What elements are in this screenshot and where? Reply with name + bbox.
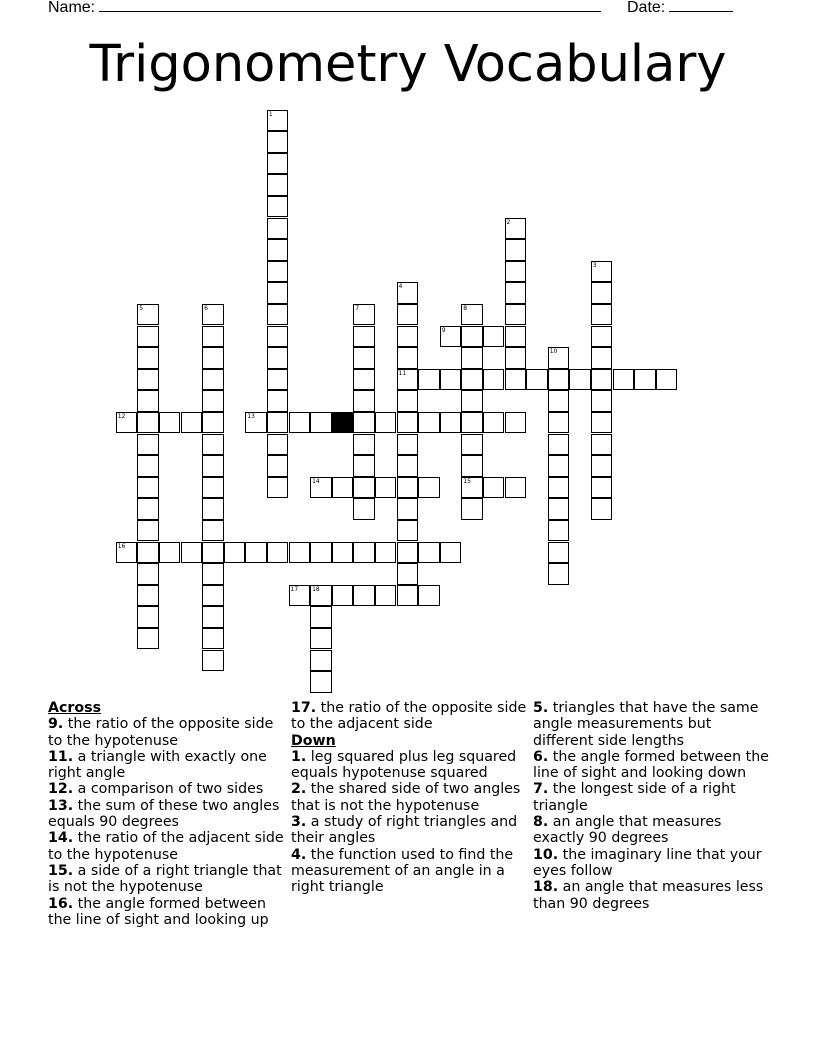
grid-cell[interactable]: [483, 477, 505, 499]
grid-cell[interactable]: [267, 218, 289, 240]
grid-cell[interactable]: [137, 606, 159, 628]
clue-down-1: [291, 749, 531, 782]
cell-number: 5: [139, 304, 144, 312]
cell-number: 1: [268, 110, 273, 118]
grid-cell[interactable]: [634, 369, 656, 391]
grid-cell[interactable]: [461, 347, 483, 369]
grid-cell[interactable]: [137, 434, 159, 456]
clue-text: the longest side of a right triangle: [533, 781, 736, 814]
grid-cell[interactable]: [418, 542, 440, 564]
grid-cell[interactable]: [548, 520, 570, 542]
clue-text: the ratio of the adjacent side to the hypotenuse: [48, 830, 284, 863]
clue-text: the function used to find the measurement of an angle in a right triangle: [291, 846, 514, 896]
clue-down-4: [291, 847, 531, 896]
grid-cell[interactable]: [267, 110, 289, 132]
grid-cell[interactable]: [613, 369, 635, 391]
date-label: Date:: [627, 0, 666, 16]
clue-text: a study of right triangles and their angles: [291, 814, 518, 847]
cell-number: 6: [204, 304, 208, 312]
grid-cell[interactable]: [461, 477, 483, 499]
grid-cell[interactable]: [202, 650, 224, 672]
grid-cell[interactable]: [353, 369, 375, 391]
clue-number: 9.: [48, 716, 64, 733]
grid-cell[interactable]: [505, 239, 527, 261]
grid-cell[interactable]: [440, 326, 462, 348]
grid-cell[interactable]: [137, 369, 159, 391]
clue-across-14: [48, 830, 288, 863]
grid-cell[interactable]: [202, 563, 224, 585]
grid-cell[interactable]: [267, 412, 289, 434]
clue-across-9: [48, 716, 288, 749]
grid-cell[interactable]: [397, 455, 419, 477]
clue-down-5: [533, 700, 773, 749]
clue-number: 12.: [48, 781, 74, 798]
clue-number: 1.: [291, 748, 307, 765]
grid-cell[interactable]: [137, 455, 159, 477]
grid-cell[interactable]: [181, 542, 203, 564]
grid-cell[interactable]: [353, 477, 375, 499]
down-heading: Down: [291, 732, 336, 749]
cell-number: 13: [247, 412, 255, 420]
grid-cell[interactable]: [548, 563, 570, 585]
grid-cell[interactable]: [202, 434, 224, 456]
grid-cell[interactable]: [137, 390, 159, 412]
cell-number: 17: [290, 585, 299, 593]
grid-cell[interactable]: [591, 390, 613, 412]
grid-cell[interactable]: [181, 412, 203, 434]
grid-cell[interactable]: [137, 628, 159, 650]
clue-text: a side of a right triangle that is not the hypotenuse: [48, 862, 282, 896]
grid-cell[interactable]: [267, 153, 289, 175]
grid-cell[interactable]: [267, 131, 289, 153]
grid-cell[interactable]: [548, 390, 570, 412]
clue-text: the ratio of the opposite side to the adjacent side: [291, 700, 527, 733]
grid-cell[interactable]: [483, 369, 505, 391]
grid-cell[interactable]: [591, 434, 613, 456]
clue-number: 17.: [291, 700, 317, 716]
grid-cell[interactable]: [353, 434, 375, 456]
grid-cell[interactable]: [353, 304, 375, 326]
grid-cell[interactable]: [245, 542, 267, 564]
grid-cell[interactable]: [310, 412, 332, 434]
grid-cell[interactable]: [353, 585, 375, 607]
cell-number: 18: [312, 585, 320, 593]
grid-cell[interactable]: [397, 563, 419, 585]
grid-cell[interactable]: [397, 498, 419, 520]
grid-cell[interactable]: [137, 304, 159, 326]
grid-cell[interactable]: [310, 585, 332, 607]
grid-cell[interactable]: [353, 326, 375, 348]
grid-cell[interactable]: [397, 477, 419, 499]
cell-number: 2: [506, 218, 511, 226]
grid-cell[interactable]: [591, 498, 613, 520]
grid-cell[interactable]: [267, 542, 289, 564]
page-title: Trigonometry Vocabulary: [89, 35, 727, 94]
grid-cell[interactable]: [591, 369, 613, 391]
grid-cell[interactable]: [289, 585, 311, 607]
clue-number: 10.: [533, 846, 559, 863]
cell-number: 11: [398, 369, 407, 377]
grid-cell[interactable]: [461, 304, 483, 326]
grid-cell[interactable]: [397, 412, 419, 434]
grid-cell[interactable]: [483, 326, 505, 348]
grid-cell[interactable]: [289, 542, 311, 564]
clue-number: 18.: [533, 879, 559, 896]
grid-cell[interactable]: [289, 412, 311, 434]
grid-cell[interactable]: [461, 434, 483, 456]
grid-cell[interactable]: [267, 261, 289, 283]
clue-across-11: [48, 749, 288, 782]
grid-cell[interactable]: [202, 369, 224, 391]
grid-cell[interactable]: [505, 282, 527, 304]
grid-cell[interactable]: [397, 542, 419, 564]
grid-cell[interactable]: [159, 542, 181, 564]
grid-cell[interactable]: [591, 412, 613, 434]
grid-cell[interactable]: [505, 412, 527, 434]
grid-cell[interactable]: [397, 520, 419, 542]
clue-across-16: [48, 896, 288, 929]
clue-across-13: [48, 798, 288, 831]
grid-cell[interactable]: [461, 390, 483, 412]
grid-cell[interactable]: [137, 585, 159, 607]
grid-cell[interactable]: [505, 304, 527, 326]
clue-text: an angle that measures exactly 90 degrees: [533, 814, 722, 847]
grid-cell[interactable]: [202, 347, 224, 369]
cell-number: 3: [592, 261, 597, 269]
grid-cell[interactable]: [461, 369, 483, 391]
cell-number: 15: [463, 477, 471, 485]
grid-cell[interactable]: [440, 369, 462, 391]
clue-number: 7.: [533, 781, 549, 798]
clue-number: 2.: [291, 781, 307, 798]
grid-cell[interactable]: [267, 434, 289, 456]
grid-cell[interactable]: [137, 412, 159, 434]
clue-text: triangles that have the same angle measurements but different side lengths: [533, 700, 759, 749]
clue-down-2: [291, 781, 531, 814]
grid-cell[interactable]: [267, 174, 289, 196]
clue-down-3: [291, 814, 531, 847]
clue-text: a triangle with exactly one right angle: [48, 748, 267, 782]
grid-cell[interactable]: [267, 347, 289, 369]
cell-number: 14: [312, 477, 320, 485]
clue-number: 14.: [48, 830, 74, 847]
black-square: [332, 412, 354, 434]
grid-cell[interactable]: [461, 498, 483, 520]
cell-number: 9: [441, 326, 446, 334]
grid-cell[interactable]: [267, 196, 289, 218]
clue-number: 4.: [291, 846, 307, 863]
grid-cell[interactable]: [353, 390, 375, 412]
clue-down-6: [533, 749, 773, 782]
grid-cell[interactable]: [202, 542, 224, 564]
grid-cell[interactable]: [202, 477, 224, 499]
grid-cell[interactable]: [310, 671, 332, 693]
grid-cell[interactable]: [159, 412, 181, 434]
grid-cell[interactable]: [375, 585, 397, 607]
grid-cell[interactable]: [548, 412, 570, 434]
grid-cell[interactable]: [656, 369, 678, 391]
grid-cell[interactable]: [591, 261, 613, 283]
grid-cell[interactable]: [375, 477, 397, 499]
grid-cell[interactable]: [418, 369, 440, 391]
grid-cell[interactable]: [310, 477, 332, 499]
grid-cell[interactable]: [397, 326, 419, 348]
clue-text: a comparison of two sides: [77, 781, 264, 798]
cell-number: 16: [117, 542, 126, 550]
cell-number: 12: [117, 412, 126, 420]
grid-cell[interactable]: [202, 628, 224, 650]
grid-cell[interactable]: [202, 412, 224, 434]
clue-text: leg squared plus leg squared equals hypotenuse squared: [291, 748, 517, 782]
grid-cell[interactable]: [397, 390, 419, 412]
grid-cell[interactable]: [137, 498, 159, 520]
clue-number: 8.: [533, 814, 549, 831]
grid-cell[interactable]: [137, 542, 159, 564]
clue-number: 11.: [48, 748, 74, 765]
grid-cell[interactable]: [202, 585, 224, 607]
grid-cell[interactable]: [483, 412, 505, 434]
clue-number: 6.: [533, 748, 549, 765]
cell-number: 7: [355, 304, 360, 312]
grid-cell[interactable]: [505, 477, 527, 499]
across-heading: Across: [48, 700, 102, 716]
grid-cell[interactable]: [353, 412, 375, 434]
grid-cell[interactable]: [548, 347, 570, 369]
grid-cell[interactable]: [202, 304, 224, 326]
grid-cell[interactable]: [548, 498, 570, 520]
clues-column-3: [533, 700, 773, 912]
clue-across-15: [48, 863, 288, 896]
clue-number: 13.: [48, 797, 74, 814]
grid-cell[interactable]: [310, 606, 332, 628]
grid-cell[interactable]: [202, 390, 224, 412]
grid-cell[interactable]: [375, 542, 397, 564]
clue-across-12: [48, 781, 288, 797]
cell-number: 10: [549, 348, 558, 356]
grid-cell[interactable]: [548, 477, 570, 499]
grid-cell[interactable]: [397, 282, 419, 304]
across-clue-list: [48, 716, 288, 928]
grid-cell[interactable]: [548, 369, 570, 391]
grid-cell[interactable]: [267, 369, 289, 391]
clue-text: the angle formed between the line of sight and looking up: [48, 895, 269, 928]
grid-cell[interactable]: [353, 347, 375, 369]
clue-text: an angle that measures less than 90 degrees: [533, 879, 764, 912]
grid-cell[interactable]: [569, 369, 591, 391]
grid-cell[interactable]: [267, 455, 289, 477]
cell-number: 8: [463, 304, 468, 312]
grid-cell[interactable]: [137, 326, 159, 348]
grid-cell[interactable]: [332, 585, 354, 607]
grid-cell[interactable]: [548, 542, 570, 564]
grid-cell[interactable]: [137, 563, 159, 585]
grid-cell[interactable]: [418, 412, 440, 434]
grid-cell[interactable]: [591, 347, 613, 369]
grid-cell[interactable]: [418, 477, 440, 499]
grid-cell[interactable]: [397, 585, 419, 607]
grid-cell[interactable]: [505, 347, 527, 369]
clue-text: the imaginary line that your eyes follow: [533, 846, 762, 879]
grid-cell[interactable]: [332, 477, 354, 499]
clue-down-7: [533, 781, 773, 814]
grid-cell[interactable]: [397, 304, 419, 326]
clue-text: the shared side of two angles that is not the hypotenuse: [291, 781, 521, 814]
grid-cell[interactable]: [461, 412, 483, 434]
grid-cell[interactable]: [267, 390, 289, 412]
grid-cell[interactable]: [267, 304, 289, 326]
clues-column-2: [291, 700, 531, 896]
grid-cell[interactable]: [505, 326, 527, 348]
grid-cell[interactable]: [375, 412, 397, 434]
grid-cell[interactable]: [397, 347, 419, 369]
name-label: Name:: [48, 0, 96, 16]
clue-number: 5.: [533, 700, 549, 716]
grid-cell[interactable]: [267, 477, 289, 499]
grid-cell[interactable]: [224, 542, 246, 564]
clue-down-8: [533, 814, 773, 847]
grid-cell[interactable]: [440, 412, 462, 434]
grid-cell[interactable]: [353, 498, 375, 520]
grid-cell[interactable]: [202, 498, 224, 520]
grid-cell[interactable]: [310, 628, 332, 650]
grid-cell[interactable]: [267, 282, 289, 304]
grid-cell[interactable]: [310, 650, 332, 672]
grid-cell[interactable]: [353, 542, 375, 564]
clue-number: 15.: [48, 862, 74, 879]
grid-cell[interactable]: [245, 412, 267, 434]
grid-cell[interactable]: [137, 520, 159, 542]
grid-cell[interactable]: [440, 542, 462, 564]
grid-cell[interactable]: [526, 369, 548, 391]
grid-cell[interactable]: [137, 477, 159, 499]
grid-cell[interactable]: [353, 455, 375, 477]
grid-cell[interactable]: [310, 542, 332, 564]
grid-cell[interactable]: [591, 282, 613, 304]
clue-text: the angle formed between the line of sight and looking down: [533, 748, 769, 782]
grid-cell[interactable]: [332, 542, 354, 564]
grid-cell[interactable]: [505, 369, 527, 391]
clues-column-1: [48, 700, 288, 928]
grid-cell[interactable]: [418, 585, 440, 607]
grid-cell[interactable]: [591, 477, 613, 499]
clue-text: the ratio of the opposite side to the hypotenuse: [48, 716, 274, 749]
clue-down-18: [533, 879, 773, 912]
grid-cell[interactable]: [116, 412, 138, 434]
grid-cell[interactable]: [202, 455, 224, 477]
grid-cell[interactable]: [461, 455, 483, 477]
clue-number: 3.: [291, 814, 307, 831]
grid-cell[interactable]: [505, 218, 527, 240]
grid-cell[interactable]: [267, 239, 289, 261]
cell-number: 4: [398, 283, 403, 291]
grid-cell[interactable]: [548, 434, 570, 456]
clue-text: the sum of these two angles equals 90 degrees: [48, 797, 280, 831]
grid-cell[interactable]: [202, 520, 224, 542]
grid-cell[interactable]: [397, 369, 419, 391]
grid-cell[interactable]: [505, 261, 527, 283]
grid-cell[interactable]: [591, 455, 613, 477]
clue-across-17: [291, 700, 531, 733]
clue-number: 16.: [48, 895, 74, 912]
grid-cell[interactable]: [591, 304, 613, 326]
grid-cell[interactable]: [591, 326, 613, 348]
grid-cell[interactable]: [267, 326, 289, 348]
grid-cell[interactable]: [137, 347, 159, 369]
grid-cell[interactable]: [397, 434, 419, 456]
grid-cell[interactable]: [202, 326, 224, 348]
grid-cell[interactable]: [461, 326, 483, 348]
clue-down-10: [533, 847, 773, 880]
grid-cell[interactable]: [202, 606, 224, 628]
grid-cell[interactable]: [548, 455, 570, 477]
grid-cell[interactable]: [116, 542, 138, 564]
